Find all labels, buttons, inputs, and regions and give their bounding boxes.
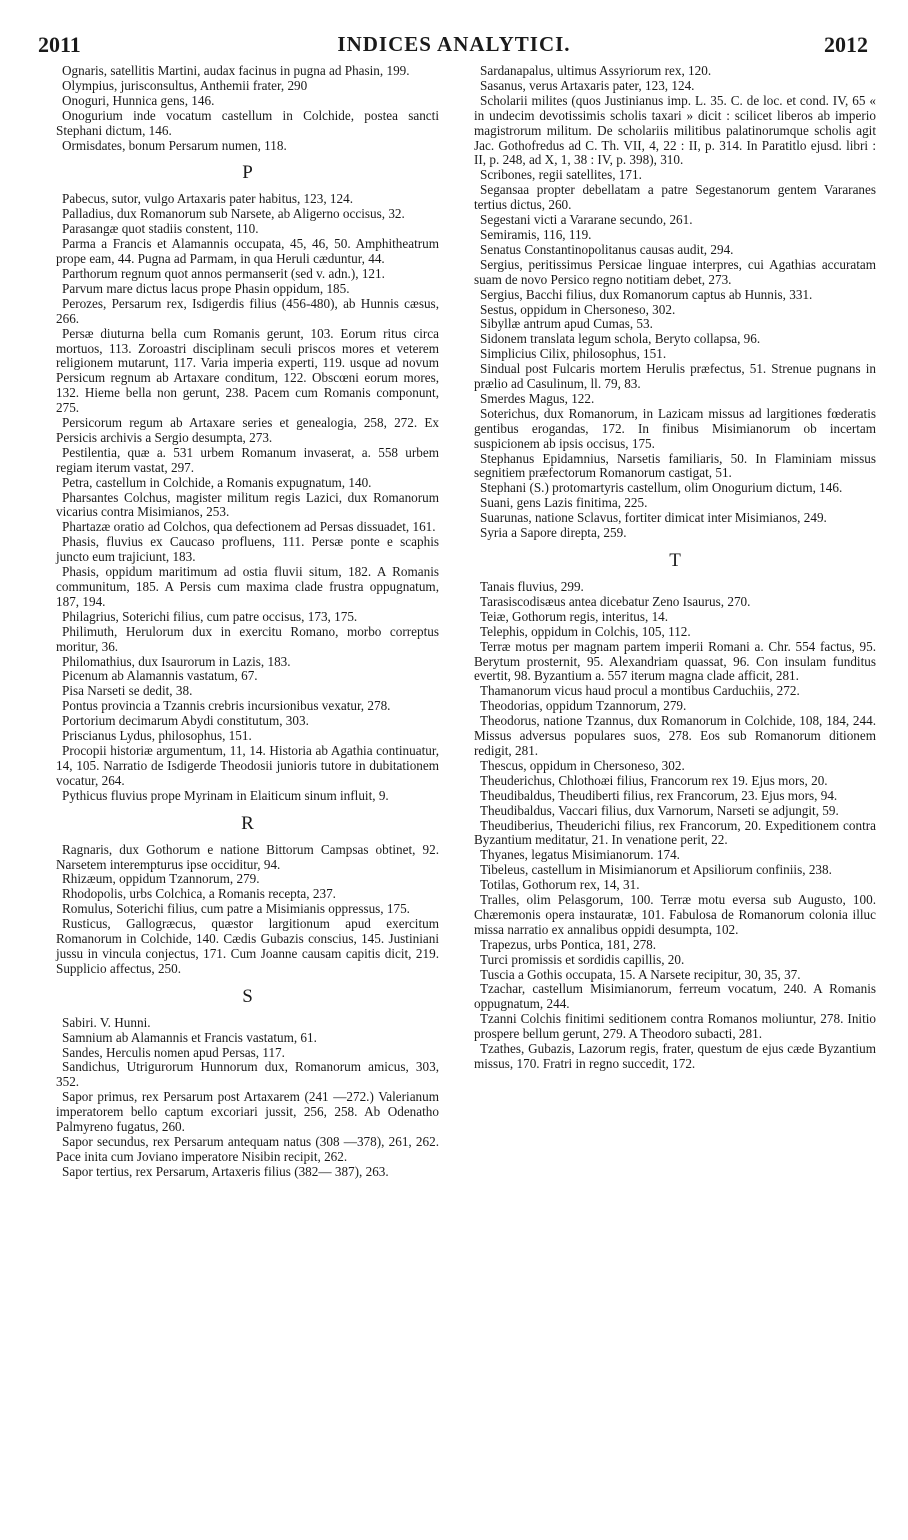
index-entry: Tibeleus, castellum in Misimianorum et Apsiliorum confiniis, 238. [480,862,832,878]
index-entry: Theuderichus, Chlothoæi filius, Francorum rex 19. Ejus mors, 20. [480,772,828,788]
index-entry: Parasangæ quot stadiis constent, 110. [62,221,259,237]
section-letter: S [242,985,253,1007]
index-entry: Sabiri. V. Hunni. [62,1014,151,1030]
index-entry: Sapor secundus, rex Persarum antequam natus (308 —378), 261, 262. Pace inita cum Joviano imperatore Nisibin recipit, 262. [56,1134,439,1164]
index-entry: Simplicius Cilix, philosophus, 151. [480,346,667,362]
index-entry: Pontus provincia a Tzannis crebris incursionibus vexatur, 278. [62,698,391,714]
index-entry: Trapezus, urbs Pontica, 181, 278. [480,936,657,952]
index-entry: Suani, gens Lazis finitima, 225. [480,495,648,511]
index-entry: Priscianus Lydus, philosophus, 151. [62,728,252,744]
index-entry: Palladius, dux Romanorum sub Narsete, ab Aligerno occisus, 32. [62,206,405,222]
index-entry: Sapor tertius, rex Persarum, Artaxeris filius (382— 387), 263. [62,1163,389,1179]
page-header [0,30,908,60]
index-entry: Samnium ab Alamannis et Francis vastatum, 61. [62,1029,317,1045]
page-number-left: 2011 [38,32,81,57]
page-number-right: 2012 [824,32,868,57]
index-entry: Romulus, Soterichi filius, cum patre a Misimianis oppressus, 175. [62,901,410,917]
index-entry: Olympius, jurisconsultus, Anthemii frater, 290 [62,77,308,93]
index-entry: Pisa Narseti se dedit, 38. [62,683,193,699]
index-entry: Picenum ab Alamannis vastatum, 67. [62,668,258,684]
index-entry: Tanais fluvius, 299. [480,579,584,594]
index-entry: Theodorus, natione Tzannus, dux Romanorum in Colchide, 108, 184, 244. Missus adversus populares suos, 278. Eos sub Romanorum ditionem redigit, 281. [474,713,876,758]
right-column [474,64,876,1072]
index-entry: Tzanni Colchis finitimi seditionem contra Romanos moliuntur, 278. Initio prospere bellum gerunt, 279. A Theodoro subacti, 281. [474,1011,876,1042]
index-entry: Sestus, oppidum in Chersoneso, 302. [480,301,676,317]
index-entry: Telephis, oppidum in Colchis, 105, 112. [480,623,691,639]
left-column [56,64,439,1180]
index-entry: Stephanus Epidamnius, Narsetis familiaris, 50. In Flaminiam missus segnitiem præfectorum Romanorum castigat, 51. [474,450,876,481]
index-entry: Tarasiscodisæus antea dicebatur Zeno Isaurus, 270. [480,593,751,609]
index-entry: Portorium decimarum Abydi constitutum, 303. [62,713,309,729]
section-letter: R [241,812,254,834]
index-entry: Syria a Sapore direpta, 259. [480,525,627,541]
index-entry: Petra, castellum in Colchide, a Romanis expugnatum, 140. [62,474,372,490]
index-entry: Senatus Constantinopolitanus causas audit, 294. [480,241,734,257]
index-entry: Stephani (S.) protomartyris castellum, olim Onogurium dictum, 146. [480,480,843,496]
index-entry: Terræ motus per magnam partem imperii Romani a. Chr. 554 factus, 95. Berytum prosternit, 95. Alexandriam quassat, 96. Con insulam funditus evertit, 98. Byzantium a. 557 iterum magna clade afficit, 281. [474,638,876,684]
index-entry: Scribones, regii satellites, 171. [480,167,642,183]
index-entry: Pabecus, sutor, vulgo Artaxaris pater habitus, 123, 124. [62,191,354,207]
index-entry: Procopii historiæ argumentum, 11, 14. Historia ab Agathia continuatur, 14, 105. Narratio de Isdigerde Theodosii junioris tutore in dubitationem vocatur, 264. [56,742,439,788]
index-entry: Tuscia a Gothis occupata, 15. A Narsete recipitur, 30, 35, 37. [480,966,801,982]
index-entry: Phasis, oppidum maritimum ad ostia fluvii situm, 182. A Romanis communitum, 185. A Persis cum maxima clade frustra oppugnatum, 187, 194. [56,564,439,609]
index-entry: Sibyllæ antrum apud Cumas, 53. [480,316,653,332]
index-entry: Persæ diuturna bella cum Romanis gerunt, 103. Eorum ritus circa mortuos, 113. Zoroastri disciplinam seculi priscos mores et veterem religionem mutarunt, 117. Varia imperia experti, 119. usque ad novum Persicum regnum ab Artaxare conditum, 122. Obscœni eorum mores, 132. Hieme bella non gerunt, 238. Pacem cum Romanis componunt, 275. [56,325,439,416]
index-entry: Rhizæum, oppidum Tzannorum, 279. [62,871,260,887]
index-entry: Scholarii milites (quos Justinianus imp. L. 35. C. de loc. et cond. IV, 65 « in undecim devotissimis scholis taxari » dicit : scilicet liberos ab imperio magistrorum militum. De scholariis militibus palatinorumque scholis agit Jac. Gothofredus ad C. Th. VII, 4, 22 : II, p. 314. In Paratitlo ejusd. libri : II, p. 248, ad X, 1, 38 : IV, p. 398), 310. [474,92,876,168]
index-entry: Ormisdates, bonum Persarum numen, 118. [62,137,287,153]
index-entry: Thamanorum vicus haud procul a montibus Carduchiis, 272. [480,683,800,699]
index-entry: Rhodopolis, urbs Colchica, a Romanis recepta, 237. [62,886,336,902]
index-entry: Sidonem translata legum schola, Beryto collapsa, 96. [480,331,761,347]
index-entry: Phasis, fluvius ex Caucaso profluens, 111. Persæ ponte e scaphis juncto eum trajiciunt, 183. [56,534,439,565]
index-entry: Teiæ, Gothorum regis, interitus, 14. [480,608,669,624]
section-letter: P [242,162,253,184]
index-entry: Pharsantes Colchus, magister militum regis Lazici, dux Romanorum vicarius contra Misimianos, 253. [56,489,439,520]
index-entry: Sapor primus, rex Persarum post Artaxarem (241 —272.) Valerianum imperatorem bello captum excoriari jussit, 256, 258. Ab Odenatho Palmyreno fugatus, 260. [56,1089,439,1135]
section-letter: T [669,550,681,571]
index-entry: Rusticus, Gallogræcus, quæstor largitionum apud exercitum Romanorum in Colchide, 140. Cædis Gubazis conscius, 145. Justiniani jussu in vincula conjectus, 171. Cum Joanne causam capitis dicit, 219. Supplicio affectus, 250. [56,916,439,976]
index-entry: Onogurium inde vocatum castellum in Colchide, postea sancti Stephani dictum, 146. [56,107,439,138]
index-entry: Sergius, peritissimus Persicae linguae interpres, cui Agathias accuratam suam de novo Persico regno notitiam debet, 273. [474,256,876,287]
index-entry: Theudibaldus, Vaccari filius, dux Varnorum, Narseti se adjungit, 59. [480,802,839,818]
index-entry: Sasanus, verus Artaxaris pater, 123, 124. [480,77,695,93]
index-entry: Theodorias, oppidum Tzannorum, 279. [480,698,687,714]
running-title: INDICES ANALYTICI. [337,32,571,56]
index-entry: Sardanapalus, ultimus Assyriorum rex, 120. [480,63,712,78]
index-entry: Ragnaris, dux Gothorum e natione Bittorum Campsas obtinet, 92. Narsetem interempturus ipse occiditur, 94. [56,841,439,872]
index-entry: Sergius, Bacchi filius, dux Romanorum captus ab Hunnis, 331. [480,286,813,302]
index-entry: Semiramis, 116, 119. [480,226,592,242]
index-entry: Philimuth, Herulorum dux in exercitu Romano, morbo correptus moritur, 36. [56,623,439,654]
index-entry: Persicorum regum ab Artaxare series et genealogia, 258, 272. Ex Persicis archivis a Sergio desumpta, 273. [56,415,439,445]
index-entry: Segansaa propter debellatam a patre Segestanorum gentem Vararanes tertius dictus, 260. [474,182,876,213]
index-entry: Pythicus fluvius prope Myrinam in Elaiticum sinum influit, 9. [62,787,389,803]
index-entry: Sindual post Fulcaris mortem Herulis præfectus, 51. Strenue pugnans in prælio ad Casulinum, ll. 79, 83. [474,361,876,392]
index-entry: Ognaris, satellitis Martini, audax facinus in pugna ad Phasin, 199. [62,63,410,78]
index-entry: Tralles, olim Pelasgorum, 100. Terræ motu eversa sub Augusto, 100. Chæremonis opera instauratæ, 101. Fabulosa de Romanorum colonia illuc missa narratio ex annalibus oppidi desumpta, 102. [474,892,876,937]
index-entry: Tzachar, castellum Misimianorum, ferreum vocatum, 240. A Romanis oppugnatum, 244. [474,981,876,1012]
index-entry: Parthorum regnum quot annos permanserit (sed v. adn.), 121. [62,265,385,281]
index-entry: Parma a Francis et Alamannis occupata, 45, 46, 50. Amphitheatrum prope eam, 44. Pugna ad Parmam, in qua Heruli cæduntur, 44. [56,236,439,267]
index-entry: Philomathius, dux Isaurorum in Lazis, 183. [62,653,291,669]
index-entry: Philagrius, Soterichi filius, cum patre occisus, 173, 175. [62,608,358,624]
index-entry: Phartazæ oratio ad Colchos, qua defectionem ad Persas dissuadet, 161. [62,519,436,535]
index-entry: Theudibaldus, Theudiberti filius, rex Francorum, 23. Ejus mors, 94. [480,787,838,803]
index-entry: Sandes, Herculis nomen apud Persas, 117. [62,1044,285,1060]
index-entry: Thescus, oppidum in Chersoneso, 302. [480,757,685,773]
index-entry: Parvum mare dictus lacus prope Phasin oppidum, 185. [62,280,350,296]
index-entry: Sandichus, Utrigurorum Hunnorum dux, Romanorum amicus, 303, 352. [56,1059,439,1090]
index-entry: Turci promissis et sordidis capillis, 20. [480,951,685,967]
index-entry: Soterichus, dux Romanorum, in Lazicam missus ad largitiones fœderatis gentibus erogandas, 172. In finibus Misimianorum ob incertam suspicionem ab ipsis occisus, 175. [474,405,876,451]
index-entry: Theudiberius, Theuderichi filius, rex Francorum, 20. Expeditionem contra Byzantium meditatur, 21. In venatione perit, 22. [474,817,876,848]
index-entry: Thyanes, legatus Misimianorum. 174. [480,847,680,863]
index-entry: Totilas, Gothorum rex, 14, 31. [480,877,640,893]
index-entry: Pestilentia, quæ a. 531 urbem Romanum invaserat, a. 558 urbem regiam iterum vastat, 297. [56,444,439,475]
index-entry: Onoguri, Hunnica gens, 146. [62,92,215,108]
index-entry: Smerdes Magus, 122. [480,390,595,406]
index-entry: Tzathes, Gubazis, Lazorum regis, frater, questum de ejus cæde Byzantium missus, 170. Fratri in regno succedit, 172. [474,1041,876,1071]
index-entry: Perozes, Persarum rex, Isdigerdis filius (456-480), ab Hunnis cæsus, 266. [56,295,439,326]
index-entry: Suarunas, natione Sclavus, fortiter dimicat inter Misimianos, 249. [480,510,827,526]
index-entry: Segestani victi a Vararane secundo, 261. [480,212,693,228]
